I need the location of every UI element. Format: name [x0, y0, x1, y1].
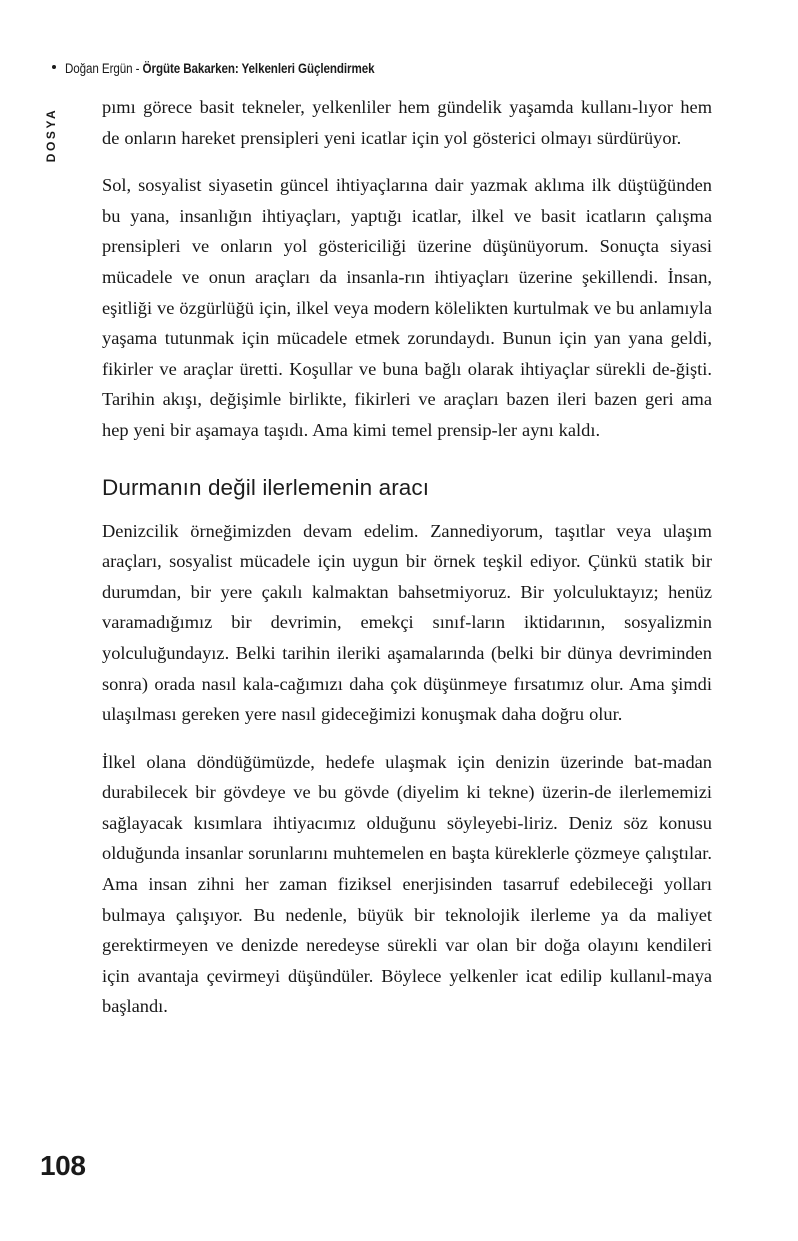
- running-head-author: Doğan Ergün: [65, 61, 133, 76]
- running-head-title: Örgüte Bakarken: Yelkenleri Güçlendirmek: [142, 61, 375, 76]
- body-paragraph: Sol, sosyalist siyasetin güncel ihtiyaçlarına dair yazmak aklıma ilk düştüğünden bu yana, insanlığın ihtiyaçları, yaptığı icatlar, ilkel ve basit icatların çalışma prensipleri ve onların yol göstericiliği üzerine düşünüyorum. Sonuçta siyasi mücadele ve onun araçları da insanla-rın ihtiyaçları üzerine şekillendi. İnsan, eşitliği ve özgürlüğü için, ilkel veya modern kölelikten kurtulmak ve bu anlamıyla yaşama tutunmak için mücadele etmek zorundaydı. Bunun için yan yana geldi, fikirler ve araçlar üretti. Koşullar ve buna bağlı olarak ihtiyaçlar sürekli de-ğişti. Tarihin akışı, değişimle birlikte, fikirleri ve araçları bazen ileri bazen geri ama hep yeni bir aşamaya taşıdı. Ama kimi temel prensip-ler aynı kaldı.: [102, 175, 712, 440]
- body-paragraph: İlkel olana döndüğümüzde, hedefe ulaşmak için denizin üzerinde bat-madan durabilecek bir gövdeye ve bu gövde (diyelim ki tekne) üzerin-de ilerlememizi sağlayacak kısımlara ihtiyacımız olduğunu söyleyebi-liriz. Deniz söz konusu olduğunda insanlar sorunlarını muhtemelen en başta küreklerle çözmeye çalıştılar. Ama insan zihni her zaman fiziksel enerjisinden tasarruf edebileceği yolları bulmaya çalışıyor. Bu nedenle, büyük bir teknolojik ilerleme ya da maliyet gerektirmeyen ve denizde neredeyse sürekli var olan bir doğa olayını kendileri için avantaja çevirmeyi düşündüler. Böylece yelkenler icat edilip kullanıl-maya başlandı.: [102, 751, 712, 1017]
- running-head-text: [65, 62, 374, 76]
- text-column: [102, 92, 712, 1022]
- page-number: 108: [40, 1150, 86, 1181]
- running-head: [52, 62, 425, 76]
- body-paragraph: pımı görece basit tekneler, yelkenliler hem gündelik yaşamda kullanı-lıyor hem de onların hareket prensipleri yeni icatlar için yol gösterici olmayı sürdürüyor.: [102, 97, 712, 148]
- section-tab-label: DOSYA: [44, 107, 58, 163]
- running-head-separator-dash: -: [135, 61, 140, 76]
- section-heading: Durmanın değil ilerlemenin aracı: [102, 474, 430, 500]
- section-tab: [40, 96, 62, 174]
- body-paragraph: Denizcilik örneğimizden devam edelim. Zannediyorum, taşıtlar veya ulaşım araçları, sosyalist mücadele için uygun bir örnek teşkil ediyor. Çünkü statik bir durumdan, bir yere çakılı kalmaktan bahsetmiyoruz. Bir yolculuktayız; henüz varamadığımız bir devrimin, emekçi sınıf-ların iktidarının, sosyalizmin yolculuğundayız. Belki tarihin ileriki aşamalarında (belki bir dünya devriminden sonra) orada nasıl kala-cağımızı daha çok düşünmeye fırsatımız olur. Ama şimdi ulaşılması gereken yere nasıl gideceğimizi konuşmak daha doğru olur.: [102, 520, 712, 725]
- bullet-dot-icon: [52, 65, 56, 69]
